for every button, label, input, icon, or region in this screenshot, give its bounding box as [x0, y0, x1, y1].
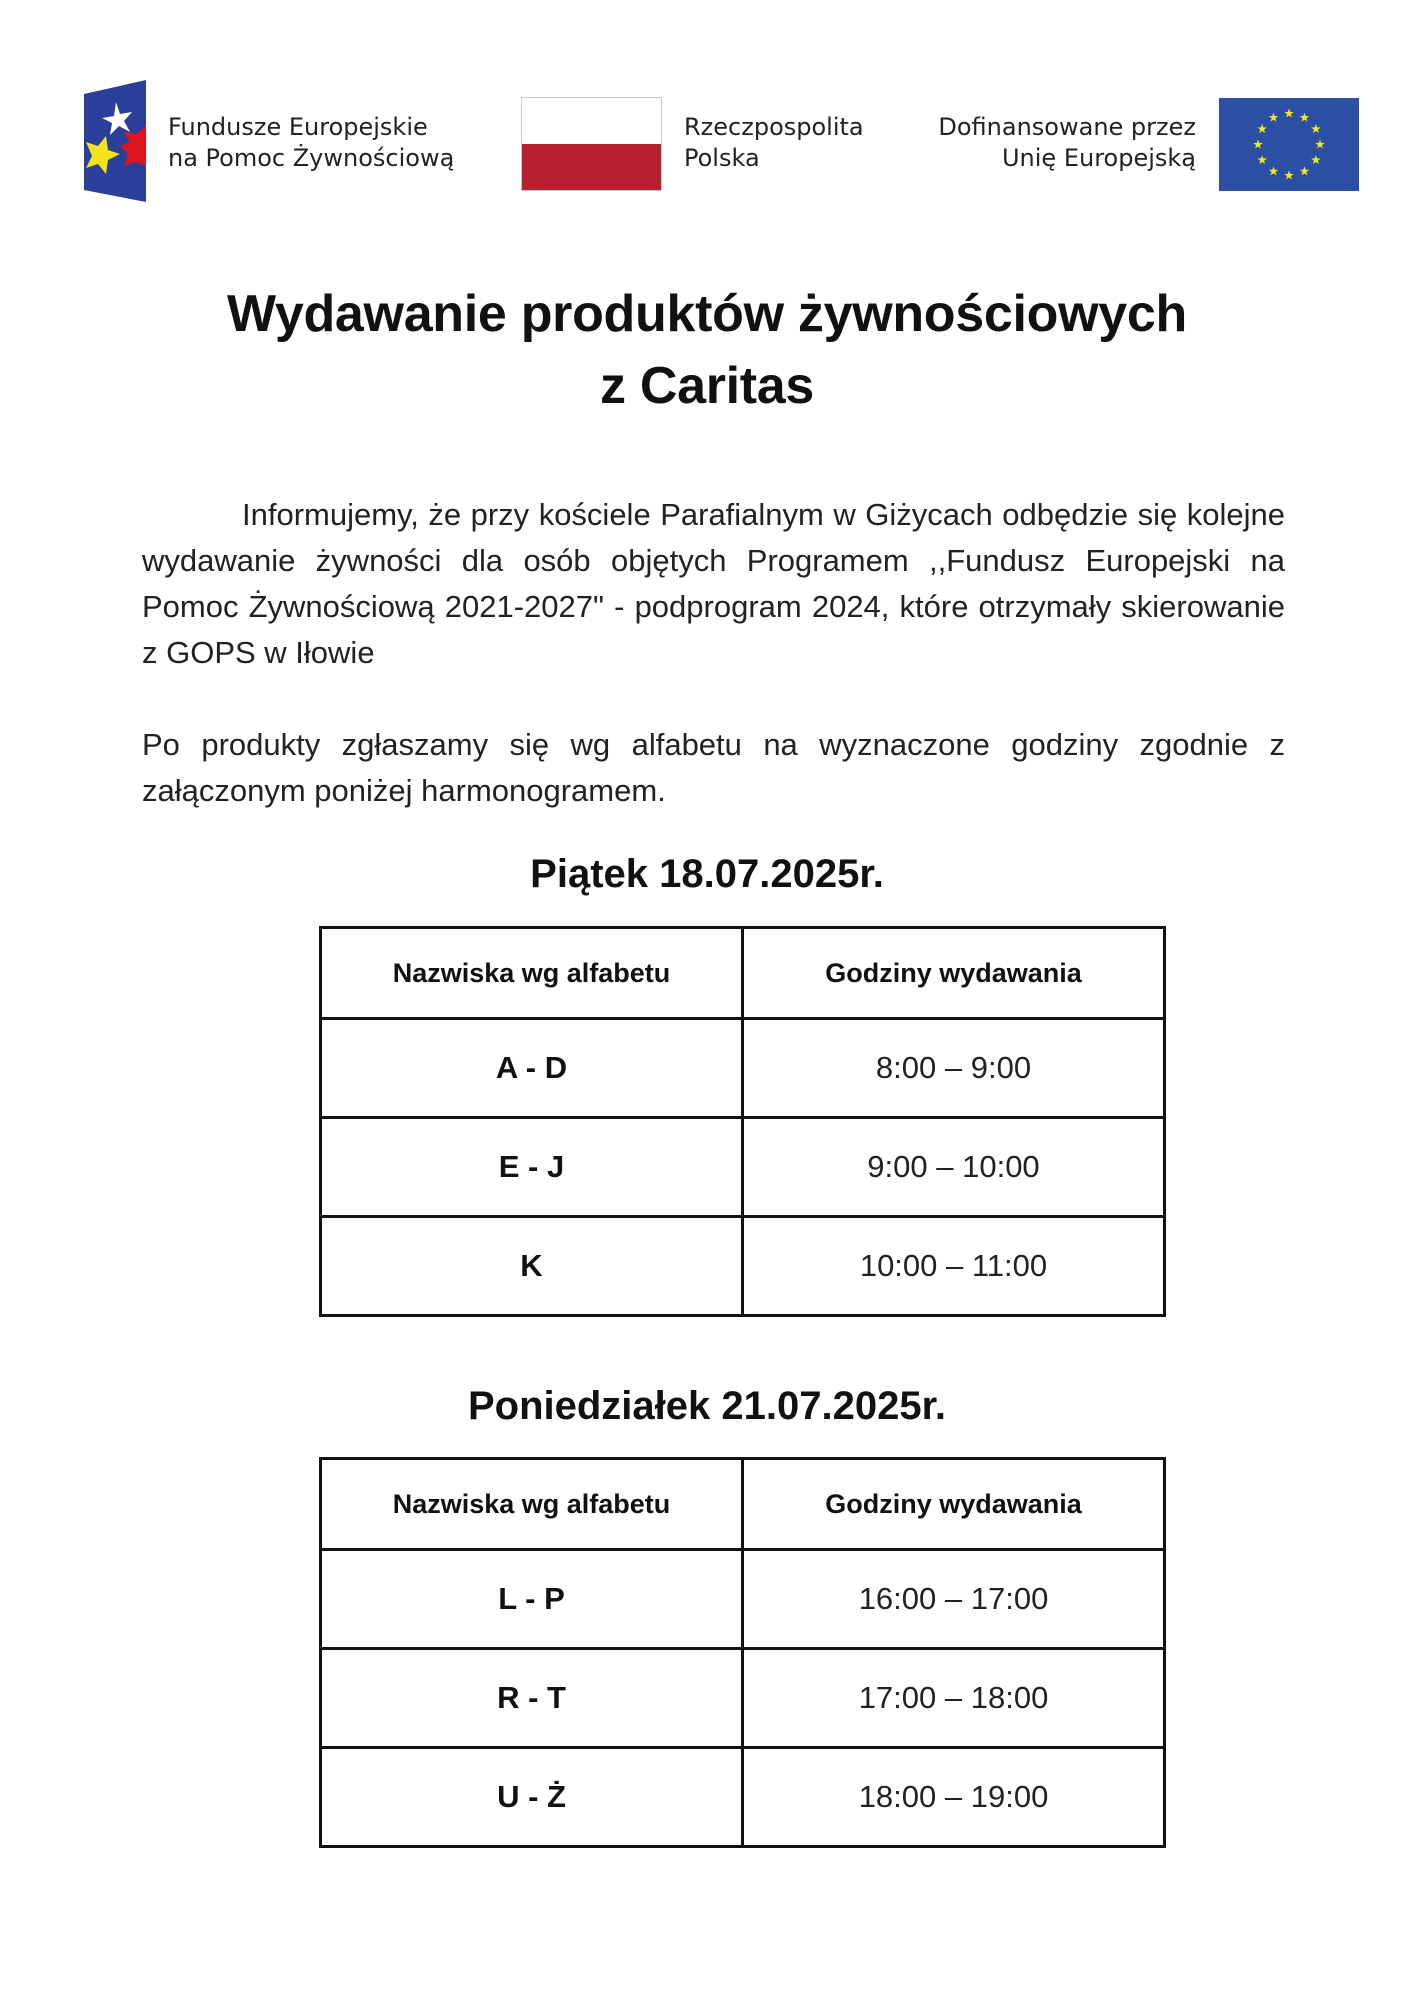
hours-cell: 17:00 – 18:00 — [743, 1649, 1165, 1748]
pl-logo-line2: Polska — [684, 144, 760, 172]
eu-star-icon — [1269, 166, 1279, 175]
hours-cell: 8:00 – 9:00 — [743, 1019, 1165, 1118]
eu-star-icon — [1257, 124, 1267, 133]
eu-star-icon — [1300, 113, 1310, 122]
table-row — [321, 1649, 1165, 1748]
schedule-table — [319, 1457, 1166, 1848]
column-header-names: Nazwiska wg alfabetu — [321, 928, 743, 1019]
eu-star-icon — [1311, 155, 1321, 164]
page-title — [0, 278, 1414, 422]
schedule-heading: Piątek 18.07.2025r. — [530, 852, 884, 896]
table-row — [321, 1550, 1165, 1649]
letters-cell: E - J — [321, 1118, 743, 1217]
eu-star-icon — [1284, 109, 1294, 118]
fe-logo-line2: na Pomoc Żywnościową — [168, 144, 455, 172]
pl-logo-line1: Rzeczpospolita — [684, 113, 864, 141]
hours-cell: 16:00 – 17:00 — [743, 1550, 1165, 1649]
column-header-hours: Godziny wydawania — [743, 928, 1165, 1019]
letters-cell: R - T — [321, 1649, 743, 1748]
eu-logo-line1: Dofinansowane przez — [938, 113, 1196, 141]
schedule-table — [319, 926, 1166, 1317]
letters-cell: K — [321, 1217, 743, 1316]
eu-star-icon — [1253, 140, 1263, 149]
title-line2: z Caritas — [599, 357, 815, 415]
schedule-heading: Poniedziałek 21.07.2025r. — [467, 1384, 947, 1428]
table-row — [321, 1217, 1165, 1316]
eu-flag-icon — [1219, 98, 1359, 191]
fe-logo-text — [168, 112, 454, 174]
column-header-hours: Godziny wydawania — [743, 1459, 1165, 1550]
pl-logo-text — [684, 112, 864, 174]
eu-logo-line2: Unię Europejską — [1001, 144, 1196, 172]
fe-logo-line1: Fundusze Europejskie — [168, 113, 428, 141]
table-row — [321, 1118, 1165, 1217]
table-row — [321, 1019, 1165, 1118]
eu-star-icon — [1284, 171, 1294, 180]
eu-star-icon — [1315, 140, 1325, 149]
table-header-row — [321, 1459, 1165, 1550]
eu-logo-text — [938, 112, 1196, 174]
table-header-row — [321, 928, 1165, 1019]
hours-cell: 10:00 – 11:00 — [743, 1217, 1165, 1316]
polish-flag-icon — [521, 97, 662, 191]
fe-programme-logo-icon — [84, 80, 146, 202]
intro-paragraph: Informujemy, że przy kościele Parafialnym w Giżycach odbędzie się kolejne wydawanie żywności dla osób objętych Programem ,,Fundusz Europejski na Pomoc Żywnościową 2021-2027" - podprogram 2024, które otrzymały skierowanie z GOPS w Iłowie — [142, 497, 1285, 670]
column-header-names: Nazwiska wg alfabetu — [321, 1459, 743, 1550]
eu-star-icon — [1269, 113, 1279, 122]
hours-cell: 9:00 – 10:00 — [743, 1118, 1165, 1217]
instruction-paragraph: Po produkty zgłaszamy się wg alfabetu na wyznaczone godziny zgodnie z załączonym poniżej harmonogramem. — [142, 727, 1285, 808]
title-line1: Wydawanie produktów żywnościowych — [227, 285, 1187, 343]
hours-cell: 18:00 – 19:00 — [743, 1748, 1165, 1847]
eu-star-icon — [1257, 155, 1267, 164]
letters-cell: U - Ż — [321, 1748, 743, 1847]
letters-cell: L - P — [321, 1550, 743, 1649]
eu-star-icon — [1300, 166, 1310, 175]
eu-star-icon — [1311, 124, 1321, 133]
letters-cell: A - D — [321, 1019, 743, 1118]
table-row — [321, 1748, 1165, 1847]
